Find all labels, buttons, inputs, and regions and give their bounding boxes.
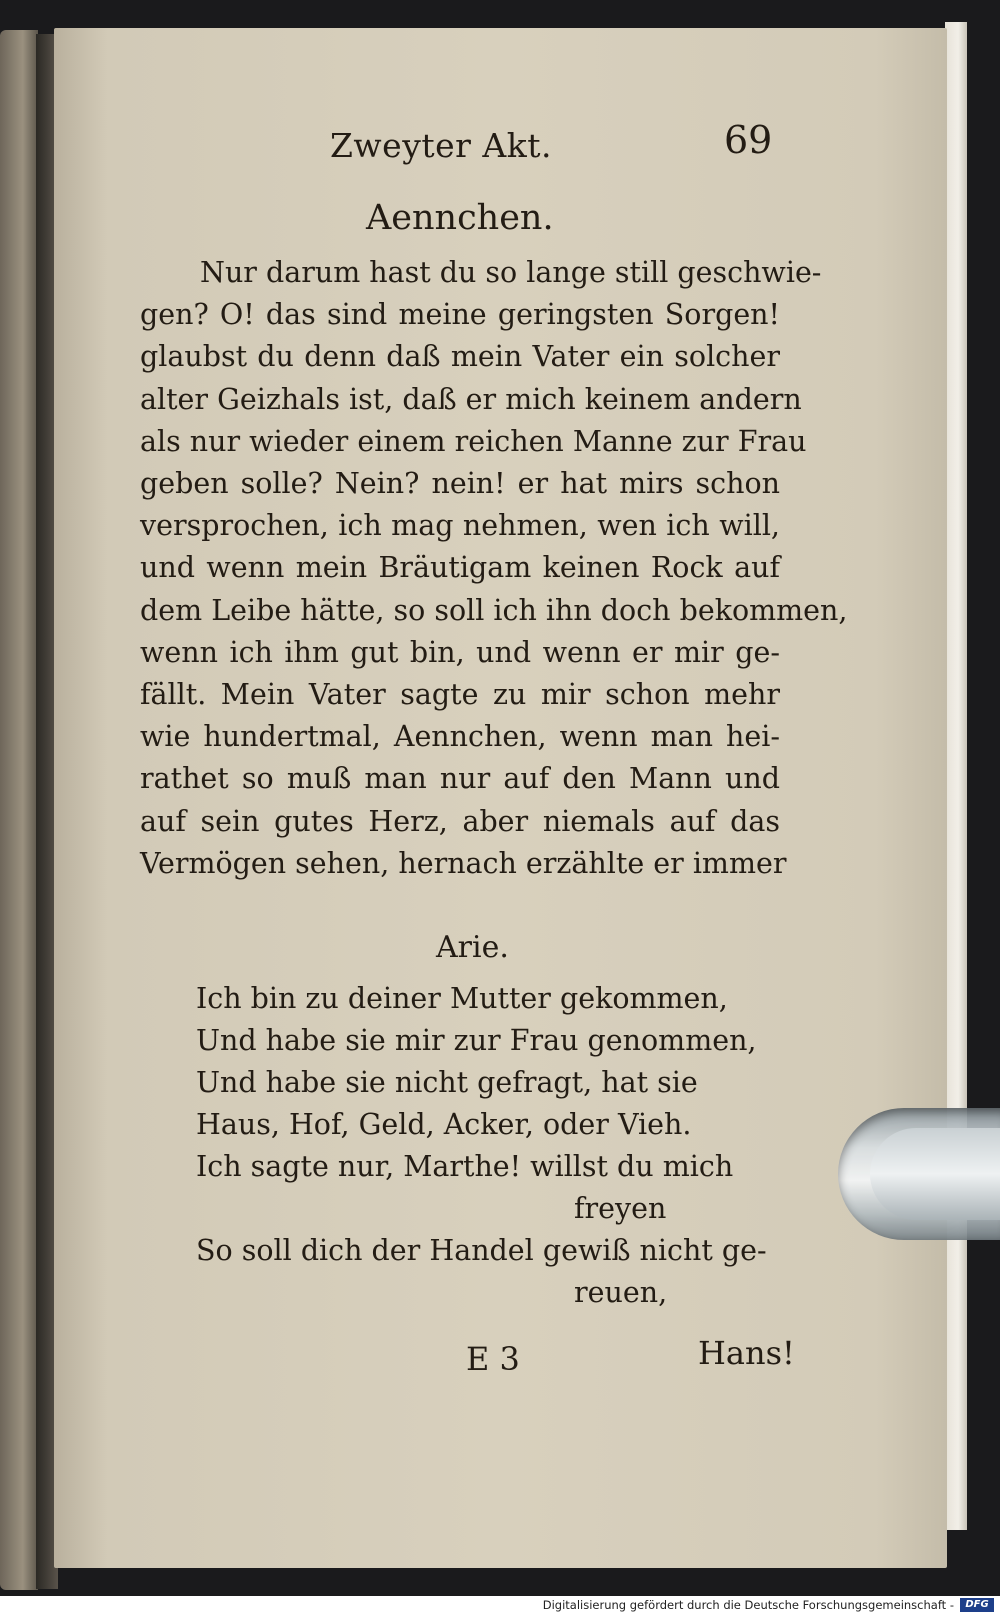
prose-line: wenn ich ihm gut bin, und wenn er mir ge-	[140, 635, 780, 669]
aria-title: Arie.	[436, 930, 509, 965]
catchword: Hans!	[698, 1334, 795, 1372]
prose-line: Nur darum hast du so lange still geschwie-	[200, 256, 822, 289]
page-number: 69	[724, 118, 773, 162]
prose-line: alter Geizhals ist, daß er mich keinem andern	[140, 382, 802, 416]
verse-line: Und habe sie nicht gefragt, hat sie	[196, 1066, 698, 1099]
prose-line: rathet so muß man nur auf den Mann und	[140, 762, 780, 796]
verse-line: freyen	[574, 1192, 667, 1225]
prose-line: auf sein gutes Herz, aber niemals auf das	[140, 804, 780, 838]
prose-line: dem Leibe hätte, so soll ich ihn doch bekommen,	[140, 593, 848, 627]
running-head: Zweyter Akt.	[330, 126, 552, 165]
prose-line: Vermögen sehen, hernach erzählte er immer	[140, 846, 787, 880]
prose-line: versprochen, ich mag nehmen, wen ich will,	[140, 509, 780, 543]
page-fore-edge	[945, 22, 967, 1530]
dfg-logo: DFG	[960, 1598, 994, 1612]
prose-line: als nur wieder einem reichen Manne zur Frau	[140, 424, 807, 458]
prose-line: geben solle? Nein? nein! er hat mirs schon	[140, 467, 780, 501]
verse-line: Haus, Hof, Geld, Acker, oder Vieh.	[196, 1108, 692, 1141]
verse-line: So soll dich der Handel gewiß nicht ge-	[196, 1234, 767, 1267]
scan-credit-text: Digitalisierung gefördert durch die Deutsche Forschungsgemeinschaft -	[542, 1598, 954, 1612]
prose-line: und wenn mein Bräutigam keinen Rock auf	[140, 551, 780, 585]
prose-line: glaubst du denn daß mein Vater ein solcher	[140, 340, 780, 374]
verse-block	[196, 978, 767, 1314]
verse-line: Ich sagte nur, Marthe! willst du mich	[196, 1150, 734, 1183]
verse-line: Und habe sie mir zur Frau genommen,	[196, 1024, 757, 1057]
prose-line: gen? O! das sind meine geringsten Sorgen!	[140, 298, 780, 332]
prose-line: fällt. Mein Vater sagte zu mir schon mehr	[140, 678, 780, 712]
speaker-name: Aennchen.	[366, 198, 554, 238]
facing-page-edge	[0, 30, 38, 1590]
prose-paragraph	[140, 252, 848, 885]
prose-line: wie hundertmal, Aennchen, wenn man hei-	[140, 720, 780, 754]
verse-line: reuen,	[574, 1276, 668, 1309]
verse-line: Ich bin zu deiner Mutter gekommen,	[196, 982, 728, 1015]
page-clip-highlight	[870, 1128, 1000, 1220]
signature-mark: E 3	[466, 1340, 520, 1378]
